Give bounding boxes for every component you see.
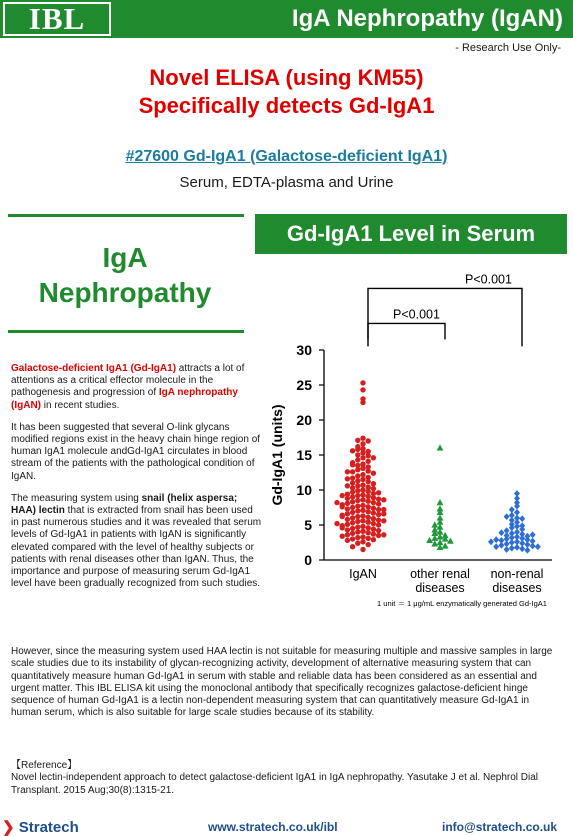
y-tick-label: 15: [296, 447, 312, 463]
data-point-igan: [376, 490, 381, 495]
y-tick-label: 0: [304, 552, 312, 568]
section-heading: [0, 240, 250, 310]
stratech-brand: Stratech: [18, 819, 79, 836]
data-point-igan: [360, 455, 365, 460]
data-point-igan: [355, 541, 360, 546]
data-point-igan: [350, 462, 355, 467]
data-point-igan: [345, 522, 350, 527]
data-point-igan: [345, 483, 350, 488]
data-point-igan: [371, 481, 376, 486]
x-category-label: IgAN: [349, 567, 377, 581]
data-point-igan: [350, 448, 355, 453]
data-point-igan: [376, 517, 381, 522]
data-point-igan: [355, 503, 360, 508]
data-point-igan: [345, 527, 350, 532]
data-point-igan: [345, 511, 350, 516]
stratech-mark-icon: ❯: [2, 819, 15, 836]
data-point-igan: [350, 480, 355, 485]
data-point-igan: [350, 489, 355, 494]
data-point-igan: [350, 475, 355, 480]
data-point-igan: [360, 477, 365, 482]
data-point-non-renal: [504, 513, 510, 520]
x-category-label: non-renal: [490, 567, 544, 581]
data-point-igan: [366, 499, 371, 504]
data-point-igan: [350, 499, 355, 504]
x-category-label: diseases: [415, 581, 465, 595]
main-title-line1: Novel ELISA (using KM55): [149, 65, 424, 90]
intro-paragraph-1: [11, 363, 263, 412]
data-point-igan: [355, 488, 360, 493]
data-point-non-renal: [509, 545, 515, 552]
sample-types: Serum, EDTA-plasma and Urine: [179, 174, 394, 191]
intro-text: [11, 363, 263, 600]
y-tick-label: 5: [304, 517, 312, 533]
data-point-non-renal: [519, 545, 525, 552]
data-point-igan: [355, 478, 360, 483]
x-category-label: other renal: [410, 567, 470, 581]
data-point-igan: [376, 501, 381, 506]
divider-top-left: [8, 214, 244, 217]
data-point-igan: [360, 534, 365, 539]
data-point-igan: [376, 512, 381, 517]
y-axis-label: Gd-IgA1 (units): [269, 404, 285, 506]
data-point-igan: [381, 497, 386, 502]
chart-footnote: 1 unit ＝ 1 μg/mL enzymatically generated Gd-IgA1: [377, 599, 547, 608]
data-point-igan: [350, 510, 355, 515]
data-point-non-renal: [493, 536, 499, 543]
data-point-igan: [355, 535, 360, 540]
chart-banner: Gd-IgA1 Level in Serum: [255, 214, 567, 254]
data-point-igan: [381, 518, 386, 523]
data-point-igan: [355, 438, 360, 443]
data-point-igan: [350, 505, 355, 510]
main-title-line2: Specifically detects Gd-IgA1: [138, 93, 435, 118]
data-point-igan: [345, 469, 350, 474]
significance-bracket-inner: [368, 323, 445, 339]
data-point-igan: [360, 508, 365, 513]
product-code-link[interactable]: #27600 Gd-IgA1 (Galactose-deficient IgA1): [125, 148, 448, 165]
text-span: that is extracted from snail has been used in past numerous studies and it was revealed that serum levels of Gd-IgA1 in patients with IgAN is significantly elevated compared with the level of healthy subjects or patients with renal diseases other than IgAN. Thus, the importance and purpose of measuring serum Gd-IgA1 level have been gradually recognized from such studies.: [11, 505, 262, 590]
data-point-igan: [371, 537, 376, 542]
data-point-igan: [355, 493, 360, 498]
highlight-haa-lectin: snail (helix aspersa; HAA) lectin: [11, 492, 238, 517]
data-point-igan: [376, 528, 381, 533]
data-point-igan: [345, 476, 350, 481]
data-point-igan: [360, 472, 365, 477]
bottom-paragraph: However, since the measuring system used HAA lectin is not suitable for measuring multiple and massive samples in large scale studies due to its instability of glycan-recognizing activity, development of alternative measuring system that can quantitatively measure human Gd-IgA1 in serum with stable and reliable data has been considered as an essential and urgent matter. This IBL ELISA kit using the monoclonal antibody that specifically recognizes galactose-deficient hinge sequence of human Gd-IgA1 is a lectin non-dependent measuring system that can quantitatively measure Gd-IgA1 in human serum, which is also suitable for large scale studies because of its stability.: [11, 646, 553, 719]
website-link[interactable]: www.stratech.co.uk/ibl: [208, 820, 338, 834]
data-point-igan: [366, 489, 371, 494]
highlight-igan: IgA nephropathy (IgAN): [11, 387, 238, 411]
data-point-igan: [366, 509, 371, 514]
data-point-other-renal: [437, 444, 444, 450]
data-point-igan: [371, 521, 376, 526]
data-point-igan: [340, 504, 345, 509]
data-point-igan: [366, 515, 371, 520]
data-point-igan: [371, 531, 376, 536]
data-point-igan: [366, 525, 371, 530]
data-point-igan: [355, 452, 360, 457]
data-point-igan: [345, 506, 350, 511]
data-point-non-renal: [488, 538, 494, 545]
data-point-igan: [355, 498, 360, 503]
data-point-igan: [355, 447, 360, 452]
y-tick-label: 25: [296, 377, 312, 393]
data-point-igan: [371, 516, 376, 521]
text-span: attracts a lot of attentions as a critical effector molecule in the pathogenesis and progression of: [11, 363, 245, 399]
intro-paragraph-3: [11, 493, 263, 591]
data-point-igan: [360, 503, 365, 508]
data-point-igan: [350, 531, 355, 536]
data-point-igan: [381, 507, 386, 512]
data-point-igan: [350, 536, 355, 541]
y-tick-label: 10: [296, 482, 312, 498]
data-point-igan: [366, 494, 371, 499]
data-point-igan: [350, 544, 355, 549]
divider-bottom-left: [8, 330, 244, 333]
data-point-igan: [355, 467, 360, 472]
data-point-non-renal: [524, 547, 530, 554]
data-point-igan: [355, 519, 360, 524]
data-point-igan: [360, 380, 365, 385]
gd-iga1-scatter-chart: [262, 268, 567, 613]
data-point-igan: [334, 521, 339, 526]
data-point-igan: [360, 518, 365, 523]
data-point-non-renal: [519, 515, 525, 522]
highlight-gd-iga1: Galactose-deficient IgA1 (Gd-IgA1): [11, 363, 177, 374]
stratech-logo: [2, 818, 79, 836]
data-point-igan: [371, 510, 376, 515]
data-point-igan: [355, 524, 360, 529]
data-point-igan: [371, 471, 376, 476]
header-title: IgA Nephropathy (IgAN): [291, 5, 563, 32]
data-point-igan: [371, 500, 376, 505]
data-point-igan: [366, 479, 371, 484]
data-point-igan: [360, 539, 365, 544]
email-link[interactable]: info@stratech.co.uk: [442, 820, 558, 834]
data-point-igan: [355, 514, 360, 519]
data-point-igan: [360, 466, 365, 471]
research-use-only-note: - Research Use Only-: [455, 42, 561, 54]
data-point-igan: [371, 506, 376, 511]
data-point-non-renal: [504, 546, 510, 553]
data-point-igan: [350, 494, 355, 499]
data-point-igan: [360, 513, 365, 518]
data-point-igan: [376, 522, 381, 527]
data-point-igan: [345, 532, 350, 537]
reference-section: [11, 760, 561, 797]
data-point-igan: [381, 532, 386, 537]
data-point-igan: [360, 450, 365, 455]
data-point-non-renal: [514, 503, 520, 510]
data-point-igan: [355, 529, 360, 534]
data-point-igan: [350, 469, 355, 474]
data-point-igan: [376, 507, 381, 512]
data-point-igan: [360, 387, 365, 392]
data-point-igan: [376, 533, 381, 538]
data-point-igan: [345, 538, 350, 543]
data-point-igan: [345, 496, 350, 501]
data-point-igan: [345, 501, 350, 506]
data-point-igan: [350, 515, 355, 520]
data-point-igan: [360, 482, 365, 487]
data-point-igan: [366, 520, 371, 525]
data-point-non-renal: [519, 522, 525, 529]
data-point-igan: [360, 529, 365, 534]
data-point-igan: [366, 542, 371, 547]
data-point-igan: [355, 483, 360, 488]
data-point-igan: [350, 520, 355, 525]
data-point-non-renal: [493, 543, 499, 550]
data-point-other-renal: [437, 499, 444, 505]
text-span: The measuring system using: [11, 492, 142, 504]
y-tick-label: 30: [296, 342, 312, 358]
data-point-igan: [355, 457, 360, 462]
data-point-igan: [360, 436, 365, 441]
data-point-igan: [366, 459, 371, 464]
data-point-igan: [360, 492, 365, 497]
data-point-igan: [340, 525, 345, 530]
text-span: in recent studies.: [41, 399, 120, 411]
data-point-non-renal: [514, 544, 520, 551]
data-point-igan: [366, 438, 371, 443]
intro-paragraph-2: It has been suggested that several O-link glycans modified regions exist in the heavy chain hinge region of human IgA1 molecule andGd-IgA1 circulates in blood stream of the patients with the pathological condition of IgAN.: [11, 421, 261, 482]
data-point-igan: [355, 508, 360, 513]
data-point-other-renal: [431, 540, 438, 546]
data-point-non-renal: [498, 542, 504, 549]
data-point-igan: [366, 468, 371, 473]
data-point-igan: [366, 530, 371, 535]
data-point-igan: [340, 514, 345, 519]
data-point-igan: [371, 455, 376, 460]
data-point-igan: [340, 493, 345, 498]
data-point-igan: [366, 536, 371, 541]
significance-label-outer: P<0.001: [465, 272, 512, 287]
data-point-igan: [350, 526, 355, 531]
section-heading-line2: Nephropathy: [38, 277, 212, 308]
data-point-igan: [371, 495, 376, 500]
data-point-igan: [371, 486, 376, 491]
y-tick-label: 20: [296, 412, 312, 428]
x-category-label: diseases: [492, 581, 542, 595]
ibl-logo: IBL: [3, 2, 111, 36]
data-point-igan: [360, 441, 365, 446]
data-point-non-renal: [498, 529, 504, 536]
data-point-igan: [360, 497, 365, 502]
data-point-igan: [360, 547, 365, 552]
data-point-igan: [366, 453, 371, 458]
data-point-igan: [360, 487, 365, 492]
data-point-igan: [334, 500, 339, 505]
data-point-non-renal: [530, 543, 536, 550]
data-point-non-renal: [535, 543, 541, 550]
data-point-igan: [366, 504, 371, 509]
section-heading-line1: IgA: [102, 242, 148, 273]
data-point-igan: [360, 400, 365, 405]
data-point-igan: [371, 527, 376, 532]
data-point-igan: [376, 496, 381, 501]
reference-text: Novel lectin-independent approach to detect galactose-deficient IgA1 in IgA nephropathy. Yasutake J et al. Nephrol Dial Transplant. 2015 Aug;30(8):1315-21.: [11, 772, 539, 796]
data-point-igan: [345, 517, 350, 522]
data-point-igan: [355, 473, 360, 478]
reference-label: 【Reference】: [11, 760, 78, 771]
data-point-igan: [360, 524, 365, 529]
significance-label-inner: P<0.001: [393, 307, 440, 322]
data-point-igan: [340, 534, 345, 539]
data-point-non-renal: [530, 531, 536, 538]
